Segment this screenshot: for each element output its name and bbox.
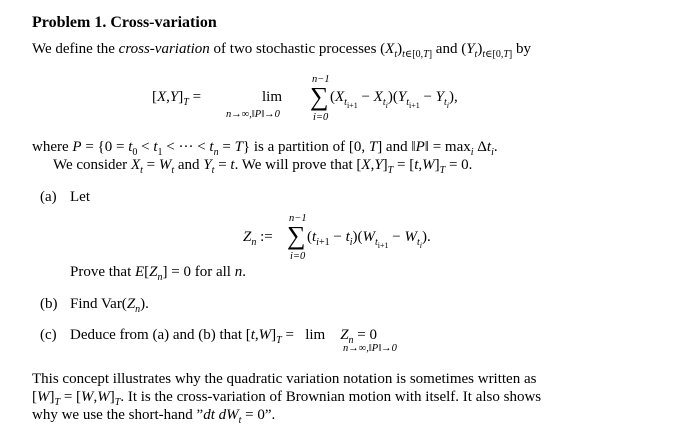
eq1-lim: lim — [262, 89, 283, 105]
closing-line-2: $[W]_T = [W,W]_T$. It is the cross-variation of Brownian motion with itself. It also shows — [32, 389, 542, 408]
consider-line: We consider $X_t = W_t$ and $Y_t = t$. We will prove that $[X,Y]_T = [t,W]_T = 0$. — [53, 157, 473, 176]
part-c-text: Deduce from (a) and (b) that $[t,W]_T = \lim$ $Z_n = 0$ — [70, 327, 378, 346]
part-c-lim-sub: n→∞,‖P‖→0 — [343, 343, 397, 354]
eq2-sum-bottom: i=0 — [290, 251, 306, 262]
closing-line-3: why we use the short-hand ”dt $dW_t = 0$”. — [32, 407, 276, 426]
eq1-sum-top: n−1 — [312, 74, 330, 85]
closing-line-1: This concept illustrates why the quadratic variation notation is sometimes written as — [32, 371, 537, 387]
part-a-task: Prove that $E[Z_n] = 0$ for all n. — [70, 264, 246, 283]
eq1-sum-bottom: i=0 — [313, 112, 329, 123]
part-a-lead: Let — [70, 189, 90, 205]
problem-title: Problem 1. Cross-variation — [32, 14, 217, 31]
eq2-summand: $(t_{i+1} - t_i)(W_{t_{i+1}} - W_{t_i})$. — [307, 229, 431, 250]
eq2-sigma: ∑ — [287, 221, 306, 250]
eq1-summand: $(X_{t_{i+1}} - X_{t_i})(Y_{t_{i+1}} - Y_{t_i})$, — [330, 89, 458, 110]
part-c-label: (c) — [40, 327, 57, 343]
part-b-label: (b) — [40, 296, 58, 312]
eq2-lhs: $Z_n$ := — [243, 229, 273, 248]
part-a-label: (a) — [40, 189, 57, 205]
intro-line: We define the cross-variation of two stochastic processes $(X_t)_{t\in[0,T]}$ and $(Y_t)_{t\in[0,T]}$ by — [32, 41, 531, 60]
eq1-lim-sub: n→∞,‖P‖→0 — [226, 109, 280, 120]
part-b-text: Find $Var(Z_n)$. — [70, 296, 149, 315]
eq1-sigma: ∑ — [310, 82, 329, 111]
eq1-lhs: $[X,Y]_T$ = — [152, 89, 202, 108]
where-line: where $P = \{0 = t_0 < t_1$ < ··· < $t_n = T$} is a partition of [0, T] and ‖P‖ = $\max_i \Delta t_i$. — [32, 139, 498, 158]
eq2-sum-top: n−1 — [289, 213, 307, 224]
